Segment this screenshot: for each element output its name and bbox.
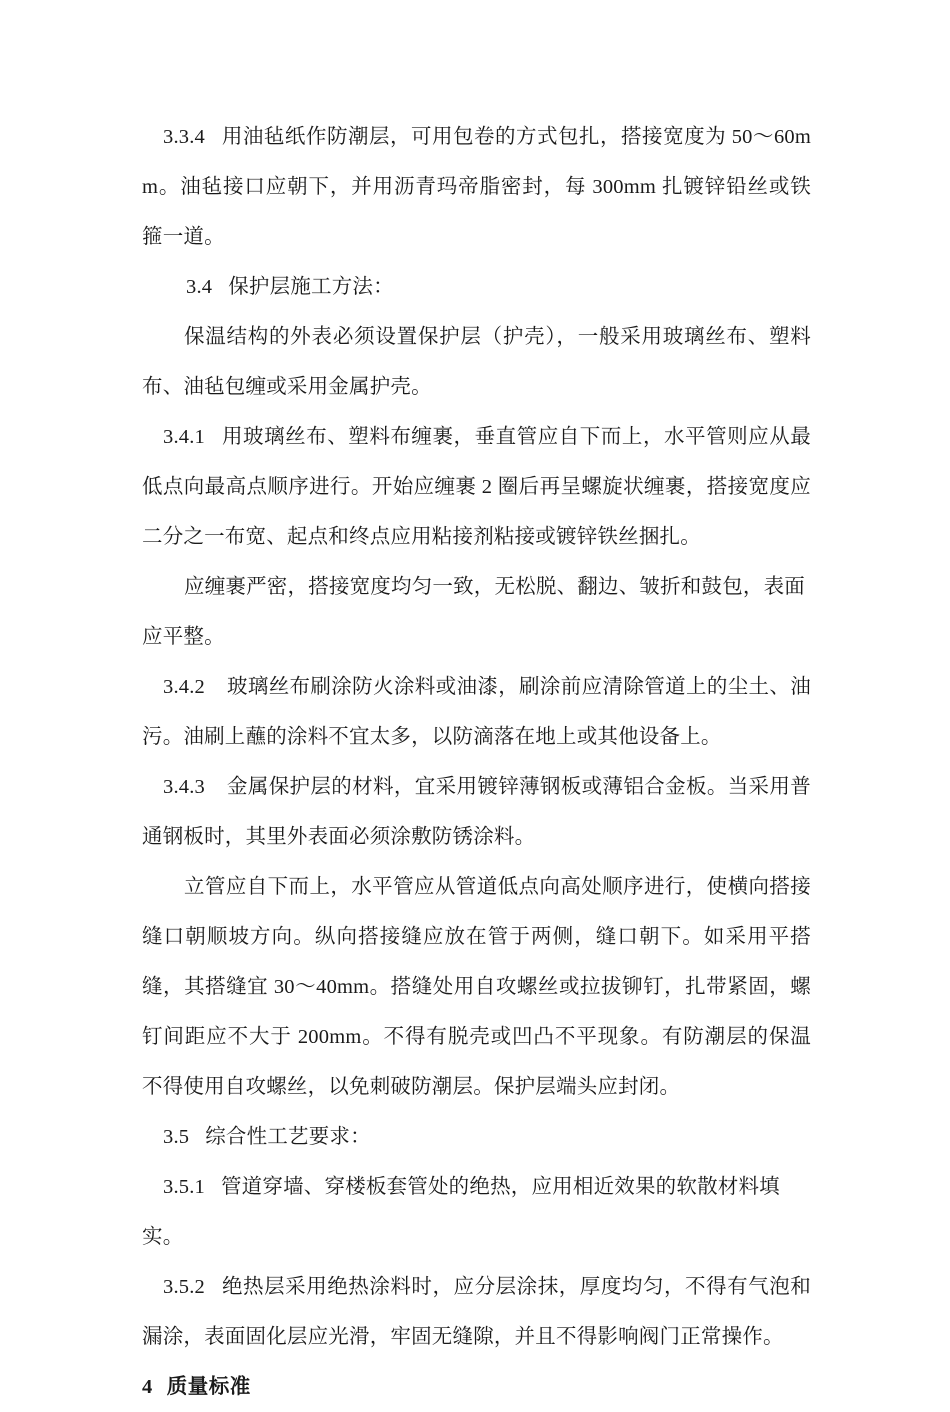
- heading-title: 质量标准: [166, 1376, 251, 1398]
- clause-number: 3.5.1: [163, 1176, 205, 1198]
- clause-text: 玻璃丝布刷涂防火涂料或油漆，刷涂前应清除管道上的尘土、油污。油刷上蘸的涂料不宜太多，以防滴落在地上或其他设备上。: [142, 676, 811, 748]
- section-3-4: [142, 262, 811, 312]
- heading-quality-standard: [142, 1362, 811, 1412]
- paragraph-protection-layer-intro: [142, 312, 811, 412]
- clause-number: 3.3.4: [163, 126, 205, 148]
- clause-3-5-1: [142, 1162, 811, 1262]
- paragraph-text: 应缠裹严密，搭接宽度均匀一致，无松脱、翻边、皱折和鼓包，表面应平整。: [142, 576, 805, 648]
- paragraph-wrapping-note: [142, 562, 811, 662]
- clause-3-3-4: [142, 112, 811, 262]
- heading-number: 4: [142, 1376, 153, 1398]
- section-title: 综合性工艺要求：: [205, 1126, 371, 1148]
- document-text-column: [142, 112, 811, 1412]
- clause-3-4-3: [142, 762, 811, 862]
- clause-number: 3.5.2: [163, 1276, 205, 1298]
- paragraph-text: 立管应自下而上，水平管应从管道低点向高处顺序进行，使横向搭接缝口朝顺坡方向。纵向搭接缝应放在管于两侧，缝口朝下。如采用平搭缝，其搭缝宜 30～40mm。搭缝处用自攻螺丝或拉拔铆钉，扎带紧固，螺钉间距应不大于 200mm。不得有脱壳或凹凸不平现象。有防潮层的保温不得使用自攻螺丝，以免刺破防潮层。保护层端头应封闭。: [142, 876, 811, 1098]
- clause-number: 3.4.2: [163, 676, 205, 698]
- clause-number: 3.4.1: [163, 426, 205, 448]
- clause-text: 金属保护层的材料，宜采用镀锌薄钢板或薄铝合金板。当采用普通钢板时，其里外表面必须涂敷防锈涂料。: [142, 776, 811, 848]
- clause-3-4-2: [142, 662, 811, 762]
- section-3-5: [142, 1112, 811, 1162]
- section-title: 保护层施工方法：: [228, 276, 394, 298]
- clause-text: 绝热层采用绝热涂料时，应分层涂抹，厚度均匀，不得有气泡和漏涂，表面固化层应光滑，牢固无缝隙，并且不得影响阀门正常操作。: [142, 1276, 811, 1348]
- section-number: 3.5: [163, 1126, 190, 1148]
- paragraph-metal-jacket-note: [142, 862, 811, 1112]
- clause-number: 3.4.3: [163, 776, 205, 798]
- clause-text: 管道穿墙、穿楼板套管处的绝热，应用相近效果的软散材料填实。: [142, 1176, 780, 1248]
- paragraph-text: 保温结构的外表必须设置保护层（护壳），一般采用玻璃丝布、塑料布、油毡包缠或采用金属护壳。: [142, 326, 811, 398]
- clause-3-5-2: [142, 1262, 811, 1362]
- section-number: 3.4: [186, 276, 213, 298]
- clause-text: 用油毡纸作防潮层，可用包卷的方式包扎，搭接宽度为 50～60mm。油毡接口应朝下，并用沥青玛帝脂密封，每 300mm 扎镀锌铅丝或铁箍一道。: [142, 126, 811, 248]
- clause-text: 用玻璃丝布、塑料布缠裹，垂直管应自下而上，水平管则应从最低点向最高点顺序进行。开始应缠裹 2 圈后再呈螺旋状缠裹，搭接宽度应二分之一布宽、起点和终点应用粘接剂粘接或镀锌铁丝捆扎。: [142, 426, 811, 548]
- clause-3-4-1: [142, 412, 811, 562]
